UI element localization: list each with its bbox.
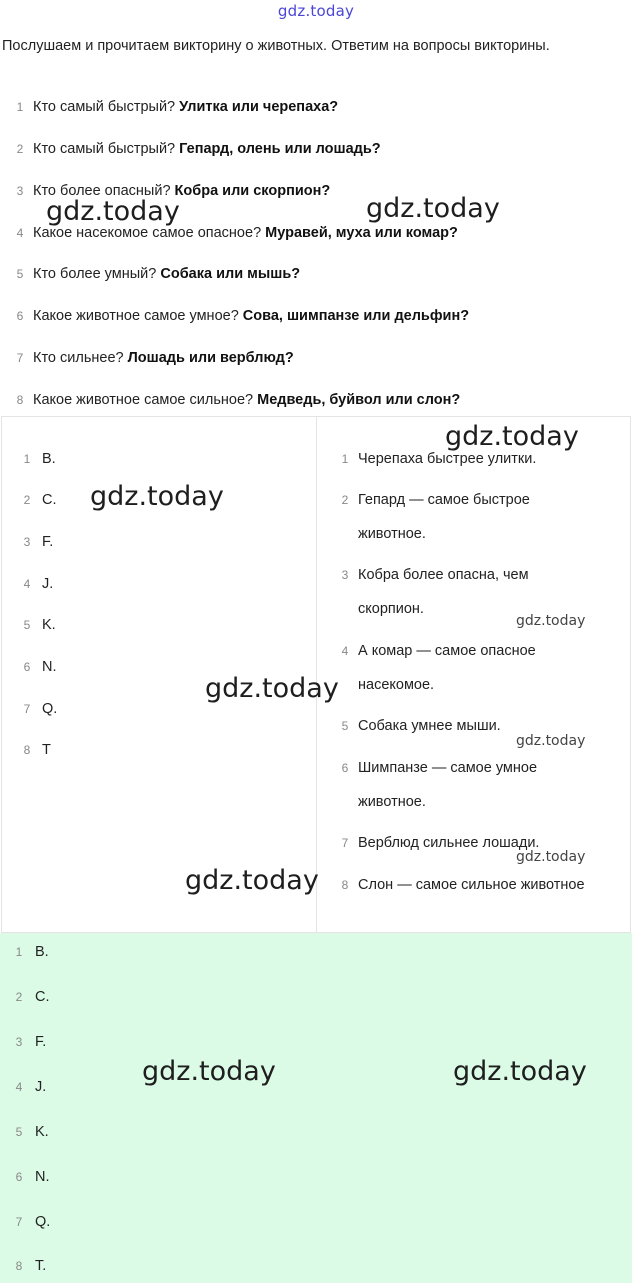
watermark: gdz.today <box>366 193 500 224</box>
quiz-item-text <box>33 385 460 415</box>
row-sentence: Слон — самое сильное животное <box>358 877 585 893</box>
quiz-item-number: 7 <box>16 351 24 365</box>
row-number: 4 <box>341 644 349 658</box>
row-letter: B. <box>42 451 56 467</box>
quiz-options: Медведь, буйвол или слон? <box>257 392 461 408</box>
row-number: 3 <box>15 1035 23 1049</box>
row-letter: N. <box>42 659 57 675</box>
quiz-item-number: 2 <box>16 142 24 156</box>
row-letter: J. <box>35 1079 47 1095</box>
row-number: 8 <box>23 743 31 757</box>
row-sentence: Верблюд сильнее лошади. <box>358 835 540 851</box>
row-number: 1 <box>341 452 349 466</box>
row-letter: F. <box>35 1034 47 1050</box>
quiz-item-text <box>33 92 338 122</box>
row-letter: F. <box>42 534 54 550</box>
row-number: 6 <box>341 761 349 775</box>
intro-text: Послушаем и прочитаем викторину о животных. Ответим на вопросы викторины. <box>2 38 550 54</box>
quiz-question: Какое насекомое самое опасное? <box>33 225 262 241</box>
row-number: 3 <box>23 535 31 549</box>
watermark: gdz.today <box>90 481 224 512</box>
row-letter: C. <box>42 492 57 508</box>
row-letter: B. <box>35 944 49 960</box>
quiz-question: Какое животное самое сильное? <box>33 392 254 408</box>
quiz-item-number: 6 <box>16 309 24 323</box>
row-sentence: Собака умнее мыши. <box>358 718 501 734</box>
row-letter: T. <box>35 1258 47 1274</box>
row-number: 8 <box>15 1259 23 1273</box>
row-sentence: А комар — самое опасное насекомое. <box>358 643 536 693</box>
quiz-item-number: 8 <box>16 393 24 407</box>
row-letter: N. <box>35 1169 50 1185</box>
quiz-options: Кобра или скорпион? <box>174 183 331 199</box>
row-number: 2 <box>23 493 31 507</box>
row-number: 6 <box>23 660 31 674</box>
row-number: 3 <box>341 568 349 582</box>
quiz-question: Кто сильнее? <box>33 350 124 366</box>
quiz-item-number: 4 <box>16 226 24 240</box>
watermark: gdz.today <box>516 849 586 865</box>
watermark: gdz.today <box>205 673 339 704</box>
row-number: 7 <box>15 1215 23 1229</box>
row-number: 1 <box>23 452 31 466</box>
row-letter: C. <box>35 989 50 1005</box>
quiz-item-number: 1 <box>16 100 24 114</box>
row-letter: K. <box>42 617 56 633</box>
row-number: 1 <box>15 945 23 959</box>
quiz-options: Сова, шимпанзе или дельфин? <box>242 308 470 324</box>
row-letter: K. <box>35 1124 49 1140</box>
row-number: 4 <box>15 1080 23 1094</box>
row-number: 6 <box>15 1170 23 1184</box>
row-number: 5 <box>15 1125 23 1139</box>
watermark: gdz.today <box>516 733 586 749</box>
row-letter: Q. <box>35 1214 51 1230</box>
quiz-options: Собака или мышь? <box>160 266 301 282</box>
watermark: gdz.today <box>46 196 180 227</box>
quiz-question: Кто более опасный? <box>33 183 171 199</box>
answers-box <box>0 933 632 1283</box>
row-number: 4 <box>23 577 31 591</box>
quiz-item-text <box>33 301 469 331</box>
quiz-question: Кто более умный? <box>33 266 157 282</box>
row-number: 7 <box>341 836 349 850</box>
row-number: 8 <box>341 878 349 892</box>
row-number: 2 <box>341 493 349 507</box>
quiz-item-text <box>33 259 300 289</box>
row-number: 5 <box>23 618 31 632</box>
quiz-item-text <box>33 134 381 164</box>
row-sentence: Кобра более опасна, чем скорпион. <box>358 567 529 617</box>
quiz-item-number: 5 <box>16 267 24 281</box>
quiz-item-text <box>33 343 294 373</box>
watermark: gdz.today <box>453 1056 587 1087</box>
row-sentence: Черепаха быстрее улитки. <box>358 451 537 467</box>
watermark: gdz.today <box>516 613 586 629</box>
watermark: gdz.today <box>185 865 319 896</box>
quiz-item-number: 3 <box>16 184 24 198</box>
quiz-options: Лошадь или верблюд? <box>127 350 294 366</box>
site-label[interactable]: gdz.today <box>277 2 355 20</box>
row-number: 2 <box>15 990 23 1004</box>
watermark: gdz.today <box>445 421 579 452</box>
quiz-question: Кто самый быстрый? <box>33 141 176 157</box>
quiz-options: Муравей, муха или комар? <box>265 225 458 241</box>
quiz-options: Улитка или черепаха? <box>179 99 339 115</box>
row-letter: J. <box>42 576 54 592</box>
row-letter: Q. <box>42 701 58 717</box>
row-letter: T <box>42 742 51 758</box>
quiz-question: Какое животное самое умное? <box>33 308 239 324</box>
row-number: 7 <box>23 702 31 716</box>
quiz-options: Гепард, олень или лошадь? <box>179 141 381 157</box>
row-sentence: Гепард — самое быстрое животное. <box>358 492 530 542</box>
row-number: 5 <box>341 719 349 733</box>
row-sentence: Шимпанзе — самое умное животное. <box>358 760 538 810</box>
quiz-question: Кто самый быстрый? <box>33 99 176 115</box>
watermark: gdz.today <box>142 1056 276 1087</box>
